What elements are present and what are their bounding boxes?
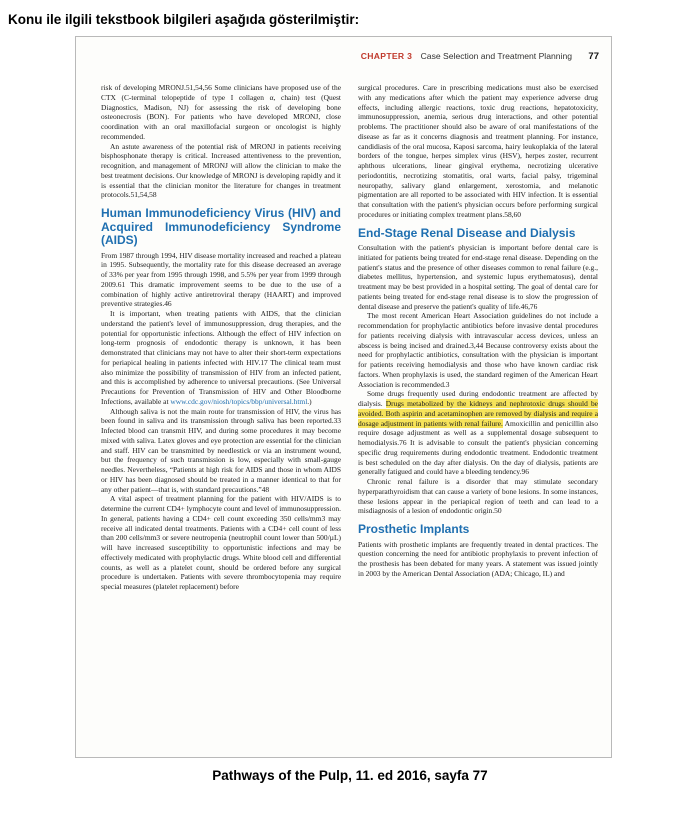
paragraph: Chronic renal failure is a disorder that may stimulate secondary hyperparathyroidism that can cause a variety of bone lesions. In some instances, these lesions appear in the periapical region of teeth and can lead to a misdiagnosis of a lesion of endodontic origin.50 [358,477,598,516]
right-column [358,83,598,579]
running-head [361,51,599,62]
chapter-label: CHAPTER 3 [360,51,413,61]
cdc-link[interactable]: www.cdc.gov/niosh/topics/bbp/universal.html [170,396,308,406]
paragraph: Although saliva is not the main route for transmission of HIV, the virus has been found in saliva and its transmission through saliva has been reported.33 Infected blood can transmit HIV, and during some procedures it may become mixed with saliva. Latex gloves and eye protection are essential for the clinician and staff. HIV can be transmitted by needlestick or via an instrument wound, but the frequency of such transmission is low, especially with small-gauge needles. Nevertheless, “Patients at high risk for AIDS and those in whom AIDS or HIV has been diagnosed should be treated in a manner identical to that for any other patient—that is, with standard precautions.”48 [101,406,341,494]
heading-prosthetic-implants: Prosthetic Implants [358,522,470,536]
paragraph [101,309,341,407]
text: It is important, when treating patients with AIDS, that the clinician understand the patient's level of immunosuppression, drug therapies, and the potential for opportunistic infections. Although the effect of HIV infection on long-term prognosis of endodontic therapy is unknown, it has been demonstrated that clinicians may not have to alter their short-term expectations for periapical healing in patients infected with HIV.17 The clinical team must also minimize the possibility of transmission of HIV from an infected patient, and this is accomplished by adherence to universal precautions. (See Universal Precautions for Prevention of Transmission of HIV and Other Bloodborne Infections, available at [101,309,341,406]
paragraph: The most recent American Heart Association guidelines do not include a recommendation for prophylactic antibiotics before invasive dental procedures for patients receiving dialysis with intravascular access devices, unless an abscess is being incised and drained.3,44 Because controversy exists about the need for prophylactic antibiotics, consultation with the physician is important for patients receiving hemodialysis and those who have known cardiac risk factors. When prophylaxis is used, the standard regimen of the American Heart Association is recommended.3 [358,311,598,389]
paragraph: surgical procedures. Care in prescribing medications must also be exercised with any medications after which the patient may experience adverse drug effects, including allergic reactions, toxic drug reactions, hepatotoxicity, immunosuppression, anemia, serious drug interactions, and other potential problems. The practitioner should also be aware of oral manifestations of the disease as far as it concerns diagnosis and treatment planning. For instance, candidiasis of the oral mucosa, Kaposi sarcoma, hairy leukoplakia of the lateral borders of the tongue, herpes simplex virus (HSV), herpes zoster, recurrent aphthous ulcerations, linear gingival erythema, necrotizing ulcerative periodontitis, necrotizing stomatitis, oral warts, facial palsy, trigeminal neuropathy, salivary gland enlargement, xerostomia, and melanotic pigmentation are all reported to be associated with HIV infection. It is essential that consultation with the patient's physician occurs before performing surgical procedures or initiating complex treatment plans.58,60 [358,83,598,219]
textbook-page [75,36,612,758]
left-column [101,83,341,592]
paragraph: Consultation with the patient's physician is important before dental care is initiated for patients being treated for end-stage renal disease. Depending on the patient's status and the presence of other diseases common to renal failure (e.g., diabetes mellitus, hypertension, and systemic lupus erythematosus), dental treatment may be best provided in a hospital setting. The goal of dental care for patients being treated for end-stage renal disease is to slow the progression of dental disease and preserve the patient's quality of life.46,76 [358,243,598,311]
caption-bottom: Pathways of the Pulp, 11. ed 2016, sayfa 77 [212,768,488,783]
text: .) [307,396,312,406]
caption-top: Konu ile ilgili tekstbook bilgileri aşağıda gösterilmiştir: [8,12,360,27]
paragraph: From 1987 through 1994, HIV disease mortality increased and reached a plateau in 1995. Subsequently, the mortality rate for this disease decreased an average of 33% per year from 1995 through 1998, and 5.5% per year from 1999 through 2009.61 This dramatic improvement seems to be due to the use of a combination of highly active antiretroviral therapy (HAART) and improved preventive strategies.46 [101,250,341,309]
heading-renal-disease: End-Stage Renal Disease and Dialysis [358,225,576,240]
text: Some drugs frequently used during endodontic treatment are affected by dialysis. [358,389,598,408]
paragraph: An astute awareness of the potential risk of MRONJ in patients receiving bisphosphonate therapy is critical. Increased attentiveness to the prevention, recognition, and management of MRONJ will allow the clinician to make the best treatment decisions. Our knowledge of MRONJ is developing rapidly and it is essential that the clinician monitor the literature for changes in treatment protocols.51,54,58 [101,141,341,200]
paragraph: Patients with prosthetic implants are frequently treated in dental practices. The question concerning the need for antibiotic prophylaxis to prevent infection of the prosthesis has been debated for many years. A statement was issued jointly in 2003 by the American Dental Association (ADA; Chicago, IL) and [358,539,598,578]
paragraph: risk of developing MRONJ.51,54,56 Some clinicians have proposed use of the CTX (C-terminal telopeptide of type I collagen α, chain) test (Quest Diagnostics, Madison, NJ) for assessing the risk of developing bone osteonecrosis (BON). For patients who have developed MRONJ, close coordination with an oral maxillofacial surgeon or oncologist is highly recommended. [101,83,341,141]
page-number: 77 [588,51,599,62]
heading-hiv-aids: Human Immunodeficiency Virus (HIV) and Acquired Immunodeficiency Syndrome (AIDS) [101,206,341,247]
chapter-title: Case Selection and Treatment Planning [420,51,573,61]
paragraph [358,389,598,477]
paragraph: A vital aspect of treatment planning for the patient with HIV/AIDS is to determine the current CD4+ lymphocyte count and level of immunosuppression. In general, patients having a CD4+ cell count exceeding 350 cells/mm3 may receive all indicated dental treatments. Patients with a CD4+ cell count of less than 200 cells/mm3 or severe neutropenia (neutrophil count lower than 500/µL) will have increased susceptibility to opportunistic infections and may be effectively medicated with prophylactic drugs. White blood cell and differential counts, as well as a platelet count, should be ordered before any surgical procedure is undertaken. Patients with severe thrombocytopenia may require special measures (platelet replacement) before [101,494,341,591]
highlighted-text: Drugs metabolized by the kidneys and nephrotoxic drugs should be avoided. Both aspirin and acetaminophen are removed by dialysis and require a dosage adjustment in patients with renal failure. [358,399,598,428]
text: Amoxicillin and penicillin also require dosage adjustment as well as a supplemental dosage subsequent to hemodialysis.76 It is advisable to consult the patient's physician concerning specific drug requirements during endodontic treatment. Endodontic treatment is best scheduled on the day after dialysis. On the day of dialysis, patients are generally fatigued and could have a bleeding tendency.96 [358,418,598,477]
